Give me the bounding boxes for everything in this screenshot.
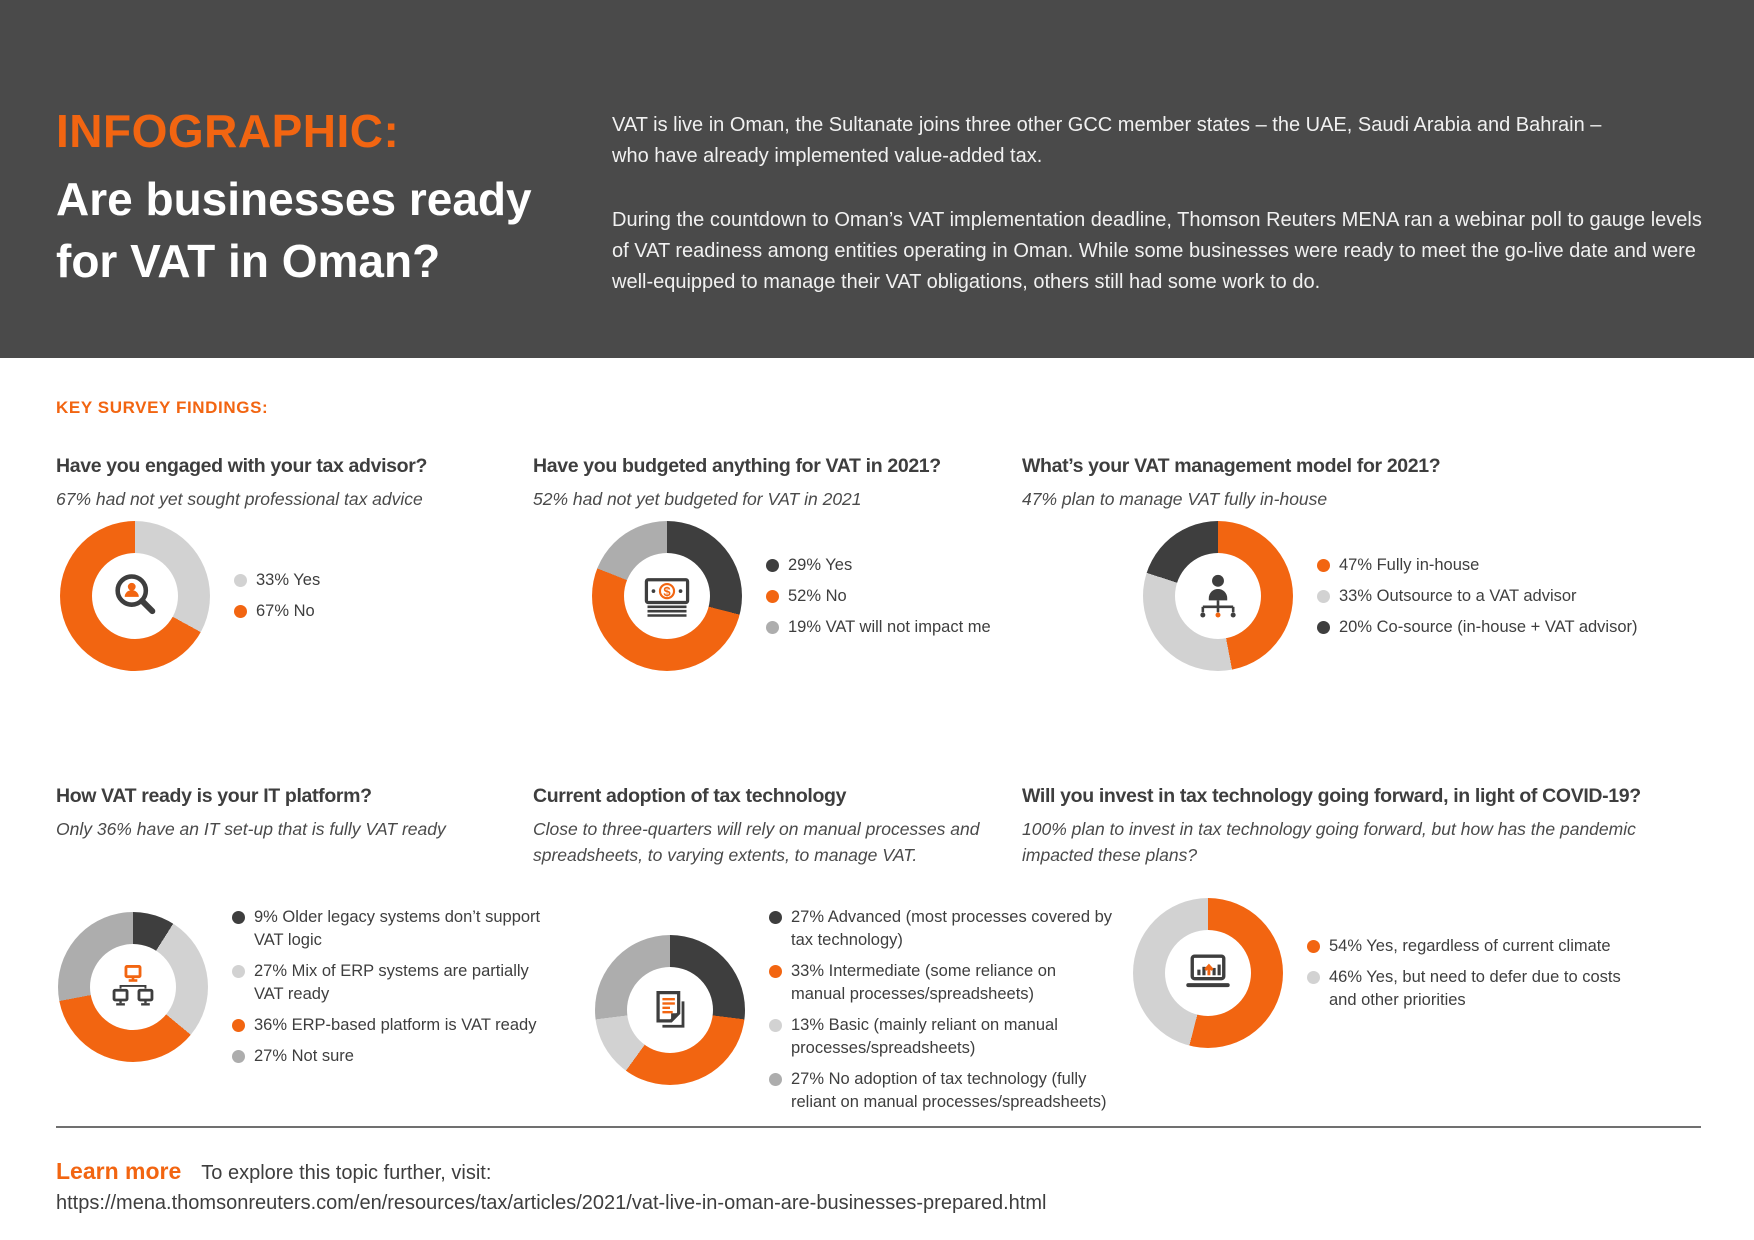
donut-hole bbox=[1175, 553, 1261, 639]
donut-chart bbox=[1133, 898, 1283, 1048]
chart-subtitle: 67% had not yet sought professional tax advice bbox=[56, 489, 423, 509]
donut-hole bbox=[92, 553, 178, 639]
legend-dot bbox=[234, 605, 247, 618]
chart-card-budget bbox=[533, 452, 1003, 512]
header bbox=[0, 0, 1754, 358]
chart-legend bbox=[1307, 927, 1652, 1020]
chart-title: Have you engaged with your tax advisor? bbox=[56, 455, 428, 477]
legend-dot bbox=[769, 911, 782, 924]
legend-item bbox=[766, 554, 1026, 577]
legend-label: 9% Older legacy systems don’t support VAT logic bbox=[254, 908, 541, 949]
page-title-line-1: Are businesses ready bbox=[56, 173, 532, 225]
legend-item bbox=[1307, 966, 1652, 1012]
chart-card-management-model bbox=[1022, 452, 1632, 512]
legend-item bbox=[1317, 554, 1702, 577]
learn-more-label: Learn more bbox=[56, 1158, 182, 1184]
donut-chart bbox=[60, 521, 210, 671]
visit-text: To explore this topic further, visit: bbox=[201, 1162, 492, 1184]
learn-more-row bbox=[56, 1158, 491, 1185]
svg-text:$: $ bbox=[663, 584, 671, 599]
donut-row-tax-technology bbox=[595, 898, 1114, 1122]
donut-chart bbox=[595, 935, 745, 1085]
chart-title: How VAT ready is your IT platform? bbox=[56, 785, 372, 807]
legend-item bbox=[234, 600, 444, 623]
page-title-line-2: for VAT in Oman? bbox=[56, 235, 441, 287]
legend-dot bbox=[1317, 590, 1330, 603]
chart-subtitle: 47% plan to manage VAT fully in-house bbox=[1022, 489, 1328, 509]
chart-legend bbox=[769, 898, 1114, 1122]
chart-card-tax-advisor bbox=[56, 452, 516, 512]
legend-dot bbox=[769, 1019, 782, 1032]
legend-label: 27% Not sure bbox=[254, 1047, 354, 1065]
legend-item bbox=[232, 1045, 552, 1068]
chart-title: Will you invest in tax technology going forward, in light of COVID-19? bbox=[1022, 785, 1641, 807]
legend-item bbox=[1317, 585, 1702, 608]
legend-label: 46% Yes, but need to defer due to costs and other priorities bbox=[1329, 967, 1621, 1009]
legend-label: 19% VAT will not impact me bbox=[788, 617, 991, 636]
legend-label: 20% Co-source (in-house + VAT advisor) bbox=[1339, 617, 1638, 636]
legend-dot bbox=[766, 590, 779, 603]
legend-dot bbox=[769, 1073, 782, 1086]
donut-row-invest-covid bbox=[1133, 898, 1652, 1048]
donut-hole bbox=[624, 553, 710, 639]
legend-label: 33% Outsource to a VAT advisor bbox=[1339, 586, 1577, 605]
donut-row-it-platform bbox=[58, 898, 552, 1076]
legend-dot bbox=[1317, 559, 1330, 572]
legend-label: 33% Intermediate (some reliance on manual processes/spreadsheets) bbox=[791, 962, 1057, 1003]
donut-chart bbox=[58, 912, 208, 1062]
laptop-chart-icon bbox=[1181, 946, 1235, 1000]
donut-row-management-model bbox=[1143, 521, 1702, 671]
donut-chart bbox=[1143, 521, 1293, 671]
legend-dot bbox=[232, 1050, 245, 1063]
legend-label: 54% Yes, regardless of current climate bbox=[1329, 936, 1611, 955]
chart-subtitle: Only 36% have an IT set-up that is fully VAT ready bbox=[56, 819, 446, 839]
page-title bbox=[56, 168, 532, 292]
legend-item bbox=[234, 569, 444, 592]
legend-label: 27% No adoption of tax technology (fully reliant on manual processes/spreadsheets) bbox=[791, 1070, 1107, 1111]
donut-row-budget bbox=[592, 521, 1026, 671]
legend-label: 27% Advanced (most processes covered by tax technology) bbox=[791, 908, 1113, 949]
legend-dot bbox=[766, 621, 779, 634]
legend-item bbox=[232, 906, 552, 952]
footer-divider bbox=[56, 1126, 1701, 1128]
legend-item bbox=[1307, 935, 1652, 958]
legend-item bbox=[769, 960, 1114, 1006]
section-label: KEY SURVEY FINDINGS: bbox=[56, 398, 269, 417]
legend-label: 13% Basic (mainly reliant on manual processes/spreadsheets) bbox=[791, 1016, 1058, 1057]
legend-item bbox=[766, 616, 1026, 639]
donut-hole bbox=[90, 944, 176, 1030]
legend-item bbox=[769, 1014, 1114, 1060]
legend-dot bbox=[1307, 940, 1320, 953]
intro-text bbox=[612, 110, 1712, 331]
intro-paragraph-1: VAT is live in Oman, the Sultanate joins three other GCC member states – the UAE, Saudi Arabia and Bahrain – who have already implemented value-added tax. bbox=[612, 114, 1602, 167]
legend-label: 47% Fully in-house bbox=[1339, 555, 1480, 574]
legend-item bbox=[769, 1068, 1114, 1114]
resource-url: https://mena.thomsonreuters.com/en/resources/tax/articles/2021/vat-live-in-oman-are-businesses-prepared.html bbox=[56, 1192, 1047, 1214]
chart-subtitle: 52% had not yet budgeted for VAT in 2021 bbox=[533, 489, 862, 509]
chart-title: Have you budgeted anything for VAT in 2021? bbox=[533, 455, 941, 477]
magnifier-person-icon bbox=[109, 570, 161, 622]
legend-dot bbox=[234, 574, 247, 587]
donut-chart bbox=[592, 521, 742, 671]
chart-legend bbox=[234, 561, 444, 631]
chart-card-it-platform bbox=[56, 782, 516, 842]
legend-label: 52% No bbox=[788, 586, 847, 605]
intro-paragraph-2: During the countdown to Oman’s VAT implementation deadline, Thomson Reuters MENA ran a webinar poll to gauge levels of VAT readiness among entities operating in Oman. While some businesses were ready to meet the go-live date and were well-equipped to manage their VAT obligations, others still had some work to do. bbox=[612, 209, 1702, 293]
legend-label: 36% ERP-based platform is VAT ready bbox=[254, 1016, 537, 1034]
legend-label: 67% No bbox=[256, 602, 315, 620]
computer-network-icon bbox=[107, 961, 159, 1013]
legend-label: 27% Mix of ERP systems are partially VAT ready bbox=[254, 962, 529, 1003]
chart-legend bbox=[766, 546, 1026, 647]
donut-row-tax-advisor bbox=[60, 521, 444, 671]
banknote-icon bbox=[641, 570, 693, 622]
chart-subtitle: Close to three-quarters will rely on manual processes and spreadsheets, to varying extents, to manage VAT. bbox=[533, 819, 980, 865]
chart-card-tax-technology bbox=[533, 782, 1043, 868]
legend-dot bbox=[766, 559, 779, 572]
org-chart-person-icon bbox=[1192, 570, 1244, 622]
legend-item bbox=[232, 1014, 552, 1037]
legend-item bbox=[232, 960, 552, 1006]
chart-title: Current adoption of tax technology bbox=[533, 785, 847, 807]
donut-hole bbox=[627, 967, 713, 1053]
chart-card-invest-covid bbox=[1022, 782, 1667, 868]
kicker: INFOGRAPHIC: bbox=[56, 105, 400, 157]
chart-legend bbox=[232, 898, 552, 1076]
chart-subtitle: 100% plan to invest in tax technology going forward, but how has the pandemic impacted these plans? bbox=[1022, 819, 1636, 865]
chart-legend bbox=[1317, 546, 1702, 647]
legend-label: 29% Yes bbox=[788, 555, 853, 574]
donut-hole bbox=[1165, 930, 1251, 1016]
legend-item bbox=[766, 585, 1026, 608]
legend-dot bbox=[232, 1019, 245, 1032]
legend-dot bbox=[769, 965, 782, 978]
documents-icon bbox=[644, 984, 696, 1036]
legend-dot bbox=[1317, 621, 1330, 634]
legend-item bbox=[1317, 616, 1702, 639]
chart-title: What’s your VAT management model for 2021? bbox=[1022, 455, 1441, 477]
legend-label: 33% Yes bbox=[256, 571, 321, 589]
legend-dot bbox=[1307, 971, 1320, 984]
legend-item bbox=[769, 906, 1114, 952]
legend-dot bbox=[232, 965, 245, 978]
legend-dot bbox=[232, 911, 245, 924]
